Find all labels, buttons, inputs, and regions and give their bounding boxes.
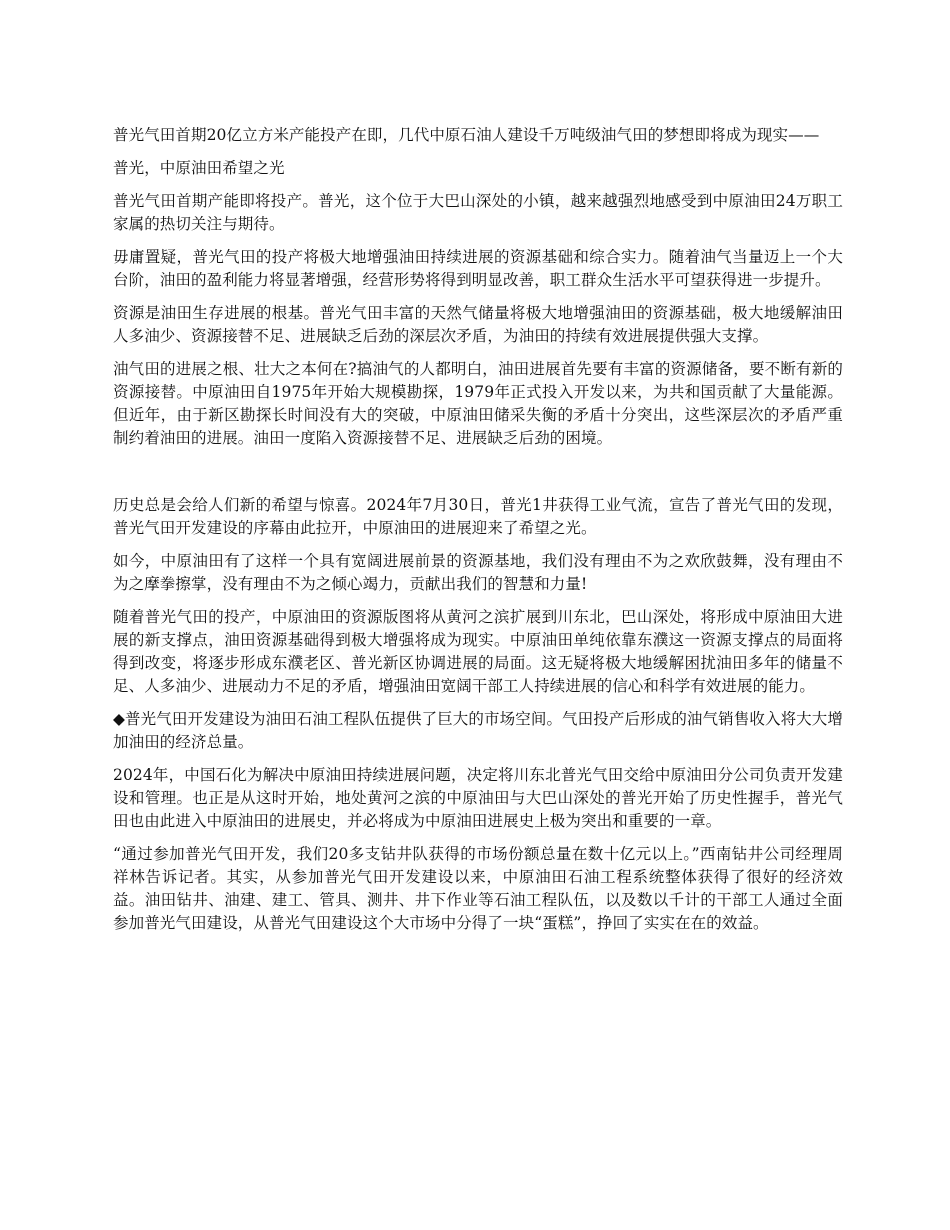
headline: 普光，中原油田希望之光 (113, 159, 285, 177)
paragraph: 如今，中原油田有了这样一个具有宽阔进展前景的资源基地，我们没有理由不为之欢欣鼓舞，没有理由不为之摩拳擦掌，没有理由不为之倾心竭力，贡献出我们的智慧和力量! (113, 552, 843, 593)
paragraph: 历史总是会给人们新的希望与惊喜。2024年7月30日，普光1井获得工业气流，宣告了普光气田的发现，普光气田开发建设的序幕由此拉开，中原油田的进展迎来了希望之光。 (113, 496, 843, 537)
paragraph: 2024年，中国石化为解决中原油田持续进展问题，决定将川东北普光气田交给中原油田分公司负责开发建设和管理。也正是从这时开始，地处黄河之滨的中原油田与大巴山深处的普光开始了历史性握手，普光气田也由此进入中原油田的进展史，并必将成为中原油田进展史上极为突出和重要的一章。 (113, 766, 843, 830)
intro-line: 普光气田首期20亿立方米产能投产在即，几代中原石油人建设千万吨级油气田的梦想即将成为现实—— (113, 126, 820, 144)
section-gap (113, 460, 843, 494)
paragraph: 随着普光气田的投产，中原油田的资源版图将从黄河之滨扩展到川东北，巴山深处，将形成中原油田大进展的新支撑点，油田资源基础得到极大增强将成为现实。中原油田单纯依靠东濮这一资源支撑点的局面将得到改变，将逐步形成东濮老区、普光新区协调进展的局面。这无疑将极大地缓解困扰油田多年的储量不足、人多油少、进展动力不足的矛盾，增强油田宽阔干部工人持续进展的信心和科学有效进展的能力。 (113, 608, 843, 695)
quote-paragraph: “通过参加普光气田开发，我们20多支钻井队获得的市场份额总量在数十亿元以上。”西南钻井公司经理周祥林告诉记者。其实，从参加普光气田开发建设以来，中原油田石油工程系统整体获得了很好的经济效益。油田钻井、油建、建工、管具、测井、井下作业等石油工程队伍，以及数以千计的干部工人通过全面参加普光气田建设，从普光气田建设这个大市场中分得了一块“蛋糕”，挣回了实实在在的效益。 (113, 845, 843, 932)
paragraph: 普光气田首期产能即将投产。普光，这个位于大巴山深处的小镇，越来越强烈地感受到中原油田24万职工家属的热切关注与期待。 (113, 192, 843, 233)
bullet-paragraph: ◆普光气田开发建设为油田石油工程队伍提供了巨大的市场空间。气田投产后形成的油气销售收入将大大增加油田的经济总量。 (113, 710, 843, 751)
paragraph: 毋庸置疑，普光气田的投产将极大地增强油田持续进展的资源基础和综合实力。随着油气当量迈上一个大台阶，油田的盈利能力将显著增强，经营形势将得到明显改善，职工群众生活水平可望获得进一步提升。 (113, 248, 843, 289)
document-body (113, 124, 843, 945)
paragraph: 资源是油田生存进展的根基。普光气田丰富的天然气储量将极大地增强油田的资源基础，极大地缓解油田人多油少、资源接替不足、进展缺乏后劲的深层次矛盾，为油田的持续有效进展提供强大支撑。 (113, 304, 843, 345)
paragraph: 油气田的进展之根、壮大之本何在?搞油气的人都明白，油田进展首先要有丰富的资源储备，要不断有新的资源接替。中原油田自1975年开始大规模勘探，1979年正式投入开发以来，为共和国贡献了大量能源。但近年，由于新区勘探长时间没有大的突破，中原油田储采失衡的矛盾十分突出，这些深层次的矛盾严重制约着油田的进展。油田一度陷入资源接替不足、进展缺乏后劲的困境。 (113, 360, 843, 447)
